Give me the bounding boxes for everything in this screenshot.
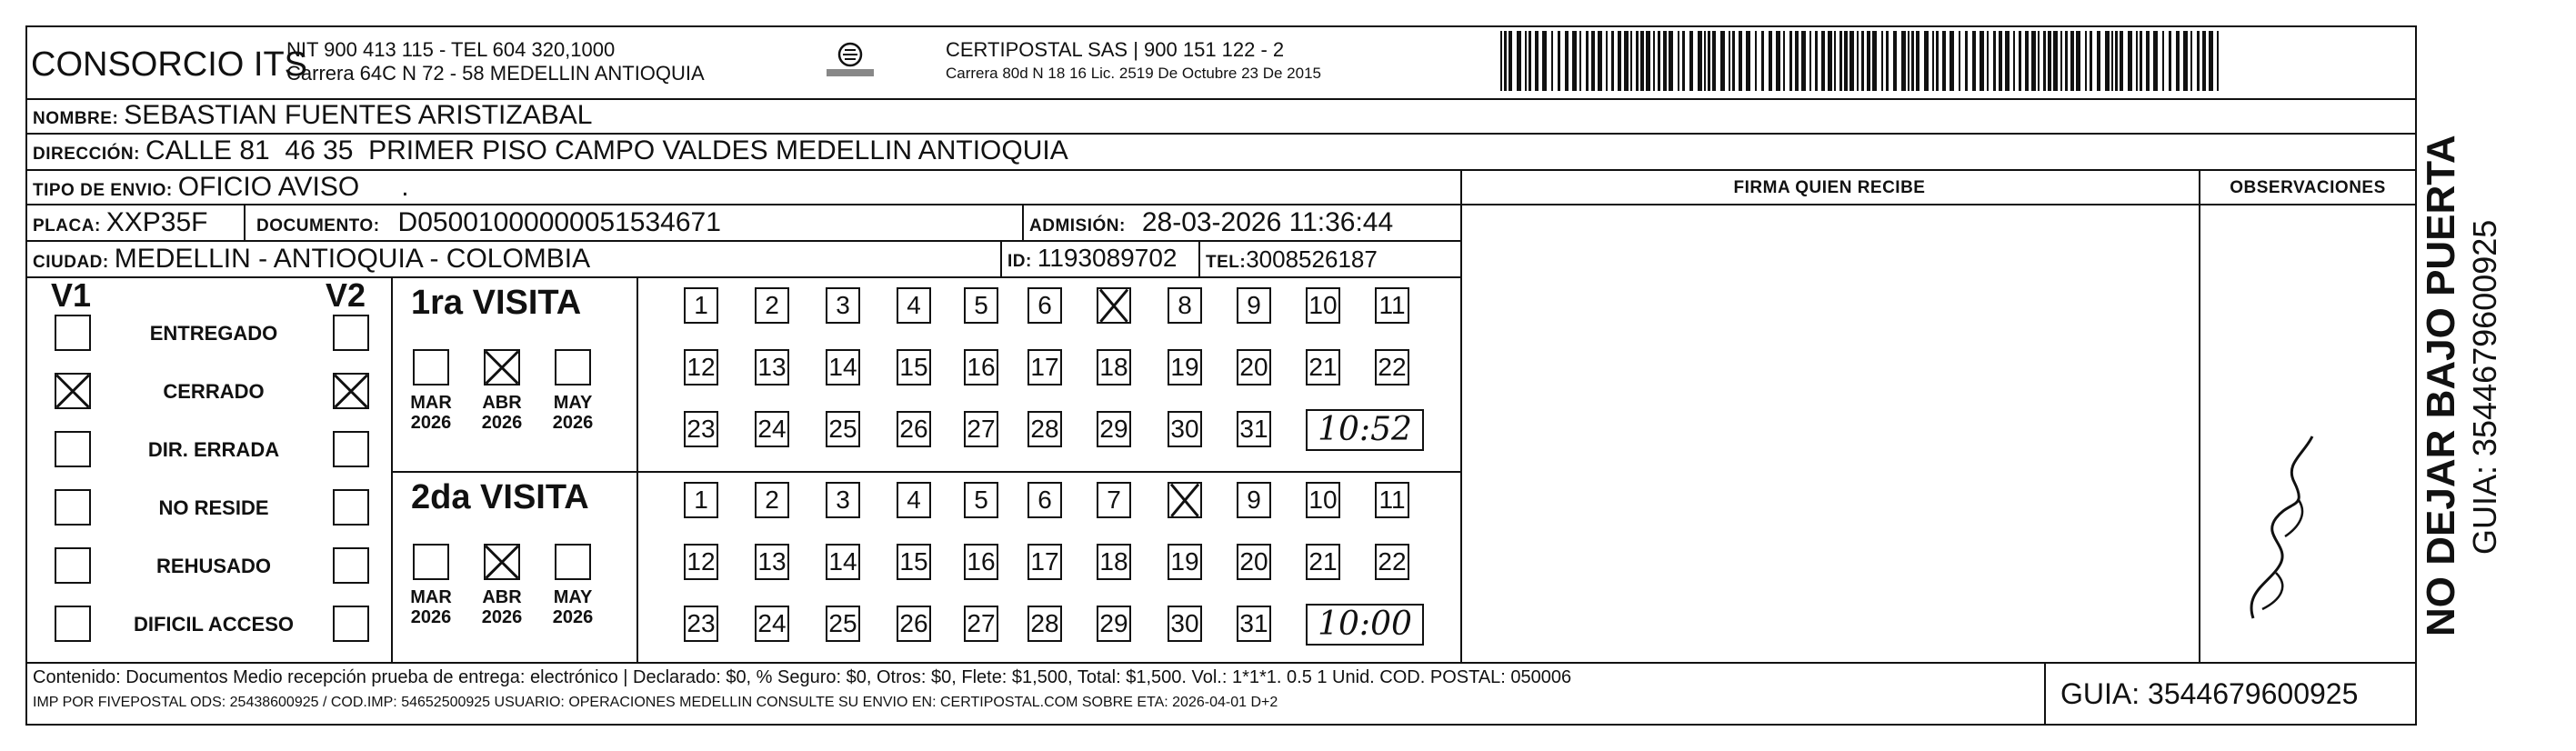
documento-row (256, 207, 721, 238)
v1-label: V1 (51, 276, 92, 314)
placa-row (33, 207, 208, 238)
day-box[interactable]: 9 (1237, 287, 1271, 324)
day-box[interactable]: 22 (1375, 349, 1409, 386)
status-option-label: DIFICIL ACCESO (133, 613, 294, 636)
day-box[interactable]: 3 (826, 482, 860, 518)
day-box[interactable]: 17 (1027, 544, 1062, 580)
day-box[interactable]: 22 (1375, 544, 1409, 580)
v1-checkbox[interactable] (55, 315, 91, 351)
visit1-title: 1ra VISITA (411, 284, 582, 322)
day-box[interactable]: 29 (1097, 411, 1131, 447)
day-box[interactable]: 18 (1097, 349, 1131, 386)
tipo-value: OFICIO AVISO (177, 172, 360, 202)
company-nit: NIT 900 413 115 - TEL 604 320,1000 (286, 38, 616, 61)
day-box[interactable]: 9 (1237, 482, 1271, 518)
day-box[interactable]: 27 (964, 411, 998, 447)
day-box[interactable]: 19 (1168, 544, 1202, 580)
day-box[interactable] (1097, 287, 1131, 324)
month-checkbox[interactable] (413, 349, 449, 386)
day-box[interactable]: 2 (755, 287, 789, 324)
day-box[interactable]: 15 (897, 349, 931, 386)
id-value: 1193089702 (1037, 244, 1178, 272)
day-box[interactable]: 30 (1168, 411, 1202, 447)
day-box[interactable]: 27 (964, 606, 998, 642)
tipo-label: TIPO DE ENVIO: (33, 181, 173, 200)
day-box[interactable]: 11 (1375, 287, 1409, 324)
observaciones-label: OBSERVACIONES (2230, 178, 2386, 197)
day-box[interactable]: 24 (755, 411, 789, 447)
v2-label: V2 (326, 276, 366, 314)
month-checkbox[interactable] (555, 349, 591, 386)
ciudad-value: MEDELLIN - ANTIOQUIA - COLOMBIA (114, 244, 591, 274)
placa-label: PLACA: (33, 216, 101, 235)
v2-checkbox[interactable] (333, 606, 369, 642)
month-checkbox[interactable] (484, 544, 520, 580)
day-box[interactable]: 28 (1027, 411, 1062, 447)
company-address: Carrera 64C N 72 - 58 MEDELLIN ANTIOQUIA (286, 62, 705, 85)
v2-checkbox[interactable] (333, 315, 369, 351)
day-box[interactable] (1168, 482, 1202, 518)
status-option-label: DIR. ERRADA (147, 438, 280, 461)
day-box[interactable]: 3 (826, 287, 860, 324)
certipostal-nit: CERTIPOSTAL SAS | 900 151 122 - 2 (946, 38, 1285, 61)
status-option-label: NO RESIDE (158, 496, 269, 519)
month-label: MAY 2026 (552, 393, 594, 433)
day-box[interactable]: 8 (1168, 287, 1202, 324)
v2-checkbox[interactable] (333, 431, 369, 467)
month-checkbox[interactable] (413, 544, 449, 580)
status-option-label: ENTREGADO (149, 322, 278, 345)
ciudad-label: CIUDAD: (33, 253, 109, 272)
v1-checkbox[interactable] (55, 547, 91, 584)
placa-value: XXP35F (105, 207, 208, 237)
day-box[interactable]: 4 (897, 287, 931, 324)
day-box[interactable]: 20 (1237, 544, 1271, 580)
day-box[interactable]: 11 (1375, 482, 1409, 518)
day-box[interactable]: 13 (755, 544, 789, 580)
visit-time: 10:00 (1306, 604, 1424, 646)
day-box[interactable]: 19 (1168, 349, 1202, 386)
day-box[interactable]: 7 (1097, 482, 1131, 518)
nombre-label: NOMBRE: (33, 109, 119, 128)
visit-time: 10:52 (1306, 409, 1424, 451)
day-box[interactable]: 26 (897, 606, 931, 642)
day-box[interactable]: 28 (1027, 606, 1062, 642)
day-box[interactable]: 14 (826, 544, 860, 580)
firma-label: FIRMA QUIEN RECIBE (1733, 178, 1926, 197)
day-box[interactable]: 16 (964, 544, 998, 580)
v2-checkbox[interactable] (333, 489, 369, 526)
documento-label: DOCUMENTO: (256, 216, 380, 235)
v1-checkbox[interactable] (55, 373, 91, 409)
tipo-row (33, 172, 409, 203)
admision-row (1029, 207, 1393, 238)
footer-guia: GUIA: 3544679600925 (2060, 677, 2359, 710)
day-box[interactable]: 17 (1027, 349, 1062, 386)
v1-checkbox[interactable] (55, 431, 91, 467)
day-box[interactable]: 15 (897, 544, 931, 580)
day-box[interactable]: 13 (755, 349, 789, 386)
day-box[interactable]: 5 (964, 287, 998, 324)
day-box[interactable]: 10 (1306, 287, 1340, 324)
day-box[interactable]: 20 (1237, 349, 1271, 386)
barcode (1500, 31, 2228, 91)
v2-checkbox[interactable] (333, 547, 369, 584)
admision-value: 28-03-2026 11:36:44 (1141, 207, 1394, 237)
day-box[interactable]: 23 (684, 606, 718, 642)
tel-value: 3008526187 (1246, 245, 1378, 273)
day-box[interactable]: 26 (897, 411, 931, 447)
tipo-suffix: . (401, 172, 409, 202)
certipostal-logo (823, 36, 877, 91)
day-box[interactable]: 16 (964, 349, 998, 386)
day-box[interactable]: 12 (684, 544, 718, 580)
day-box[interactable]: 12 (684, 349, 718, 386)
handwritten-note (2226, 427, 2335, 627)
documento-value: D05001000000051534671 (397, 207, 721, 237)
day-box[interactable]: 4 (897, 482, 931, 518)
direccion-label: DIRECCIÓN: (33, 145, 140, 164)
nombre-row (33, 100, 592, 131)
company-name: CONSORCIO ITS (31, 45, 308, 84)
day-box[interactable]: 1 (684, 287, 718, 324)
day-box[interactable]: 30 (1168, 606, 1202, 642)
status-option-label: REHUSADO (156, 555, 271, 577)
month-label: MAR 2026 (410, 587, 452, 627)
month-label: ABR 2026 (481, 587, 523, 627)
day-box[interactable]: 31 (1237, 606, 1271, 642)
direccion-value: CALLE 81 46 35 PRIMER PISO CAMPO VALDES MEDELLIN ANTIOQUIA (145, 135, 1068, 165)
day-box[interactable]: 18 (1097, 544, 1131, 580)
direccion-row (33, 135, 1068, 166)
day-box[interactable]: 21 (1306, 544, 1340, 580)
side-guia: GUIA: 3544679600925 (2466, 219, 2503, 555)
day-box[interactable]: 14 (826, 349, 860, 386)
day-box[interactable]: 6 (1027, 287, 1062, 324)
day-box[interactable]: 23 (684, 411, 718, 447)
day-box[interactable]: 29 (1097, 606, 1131, 642)
v1-checkbox[interactable] (55, 489, 91, 526)
id-label: ID: (1007, 252, 1032, 271)
day-box[interactable]: 2 (755, 482, 789, 518)
ciudad-row (33, 244, 590, 275)
nombre-value: SEBASTIAN FUENTES ARISTIZABAL (124, 100, 593, 130)
day-box[interactable]: 25 (826, 411, 860, 447)
v1-checkbox[interactable] (55, 606, 91, 642)
v2-checkbox[interactable] (333, 373, 369, 409)
visit2-title: 2da VISITA (411, 478, 589, 516)
month-label: MAR 2026 (410, 393, 452, 433)
day-box[interactable]: 21 (1306, 349, 1340, 386)
tel-label: TEL: (1206, 253, 1247, 272)
month-label: ABR 2026 (481, 393, 523, 433)
admision-label: ADMISIÓN: (1029, 216, 1126, 235)
footer-contenido: Contenido: Documentos Medio recepción prueba de entrega: electrónico | Declarado: $0, % Seguro: $0, Otros: $0, Flete: $1,500, Total: $1,500. Vol.: 1*1*1. 0.5 1 Unid. COD. POSTAL: 050006 (33, 667, 1572, 687)
tel-row (1206, 245, 1378, 274)
month-label: MAY 2026 (552, 587, 594, 627)
status-option-label: CERRADO (163, 380, 265, 403)
footer-imp: IMP POR FIVEPOSTAL ODS: 25438600925 / COD.IMP: 54652500925 USUARIO: OPERACIONES MEDELLIN CONSULTE SU ENVIO EN: CERTIPOSTAL.COM SOBRE ETA: 2026-04-01 D+2 (33, 695, 1278, 710)
month-checkbox[interactable] (555, 544, 591, 580)
certipostal-address: Carrera 80d N 18 16 Lic. 2519 De Octubre 23 De 2015 (946, 65, 1321, 82)
side-warning: NO DEJAR BAJO PUERTA (2419, 135, 2463, 636)
day-box[interactable]: 31 (1237, 411, 1271, 447)
day-box[interactable]: 24 (755, 606, 789, 642)
day-box[interactable]: 6 (1027, 482, 1062, 518)
day-box[interactable]: 5 (964, 482, 998, 518)
id-row (1007, 244, 1177, 273)
day-box[interactable]: 25 (826, 606, 860, 642)
month-checkbox[interactable] (484, 349, 520, 386)
day-box[interactable]: 10 (1306, 482, 1340, 518)
day-box[interactable]: 1 (684, 482, 718, 518)
